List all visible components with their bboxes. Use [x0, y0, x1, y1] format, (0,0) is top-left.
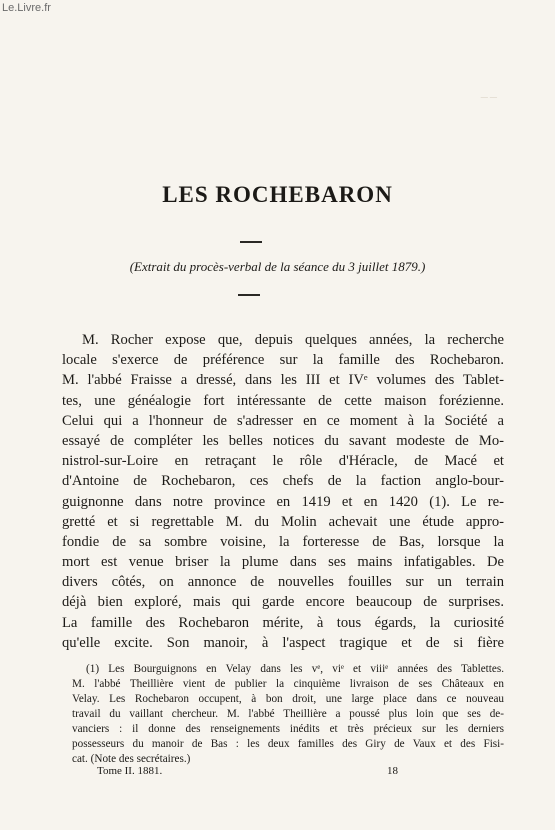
title-rule — [240, 241, 262, 243]
footnote-line: vanciers : il donne des renseignements inédits et très précieux sur les derniers — [72, 723, 504, 735]
show-through-text: — — — [480, 92, 497, 101]
body-line: nistrol-sur-Loire en retraçant le rôle d'Héracle, de Macé et — [62, 453, 504, 470]
subtitle: (Extrait du procès-verbal de la séance du 3 juillet 1879.) — [129, 259, 426, 274]
body-line: divers côtés, on annonce de nouvelles fouilles sur un terrain — [62, 574, 504, 591]
footnotes — [72, 662, 504, 767]
body-line: d'Antoine de Rochebaron, ces chefs de la faction anglo-bour- — [62, 473, 504, 490]
footnote-line: possesseurs du manoir de Bas : les deux familles des Giry de Vaux et des Fisi- — [72, 738, 504, 750]
body-line: mort est venue briser la plume dans ses mains infatigables. De — [62, 554, 504, 571]
body-line: M. Rocher expose que, depuis quelques années, la recherche — [82, 332, 504, 348]
body-line: qu'elle excite. Son manoir, à l'aspect tragique et de si fière — [62, 634, 504, 651]
body-line: déjà bien exploré, mais qui garde encore beaucoup de surprises. — [62, 594, 504, 611]
subtitle-rule — [238, 294, 260, 296]
body-line: gretté et si regrettable M. du Molin achevait une étude appro- — [62, 513, 504, 530]
watermark: Le.Livre.fr — [2, 2, 51, 14]
body-line: locale s'exerce de préférence sur la famille des Rochebaron. — [62, 352, 504, 369]
footnote-line: Velay. Les Rochebaron occupent, à bon droit, une large place dans ce nouveau — [72, 693, 504, 705]
body-line: tes, une généalogie fort intéressante de cette maison forézienne. — [62, 392, 504, 409]
page-title: LES ROCHEBARON — [162, 182, 393, 207]
footer-volume: Tome II. 1881. — [97, 765, 163, 777]
body-line: Celui qui a l'honneur de s'adresser en ce moment à la Société a — [62, 412, 504, 429]
body-line: guignonne dans notre province en 1419 et en 1420 (1). Le re- — [62, 493, 504, 510]
body-text — [62, 330, 504, 653]
footnote-line: (1) Les Bourguignons en Velay dans les vᵉ, viᵉ et viiiᵉ années des Tablettes. — [86, 663, 504, 675]
body-line: La famille des Rochebaron mérite, à tous égards, la curiosité — [62, 614, 504, 631]
footnote-line: cat. (Note des secrétaires.) — [72, 753, 191, 765]
footer-page-number: 18 — [387, 765, 398, 777]
body-line: essayé de compléter les belles notices du savant modeste de Mo- — [62, 432, 504, 449]
body-line: fondie de sa sombre voisine, la forteresse de Bas, lorsque la — [62, 533, 504, 550]
footnote-line: M. l'abbé Theillière vient de publier la cinquième livraison de ses Châteaux en — [72, 678, 504, 690]
footnote-line: travail du vaillant chercheur. M. l'abbé Theillière a poussé plus loin que ses de- — [72, 708, 504, 720]
body-line: M. l'abbé Fraisse a dressé, dans les III et IVᵉ volumes des Tablet- — [62, 372, 504, 389]
